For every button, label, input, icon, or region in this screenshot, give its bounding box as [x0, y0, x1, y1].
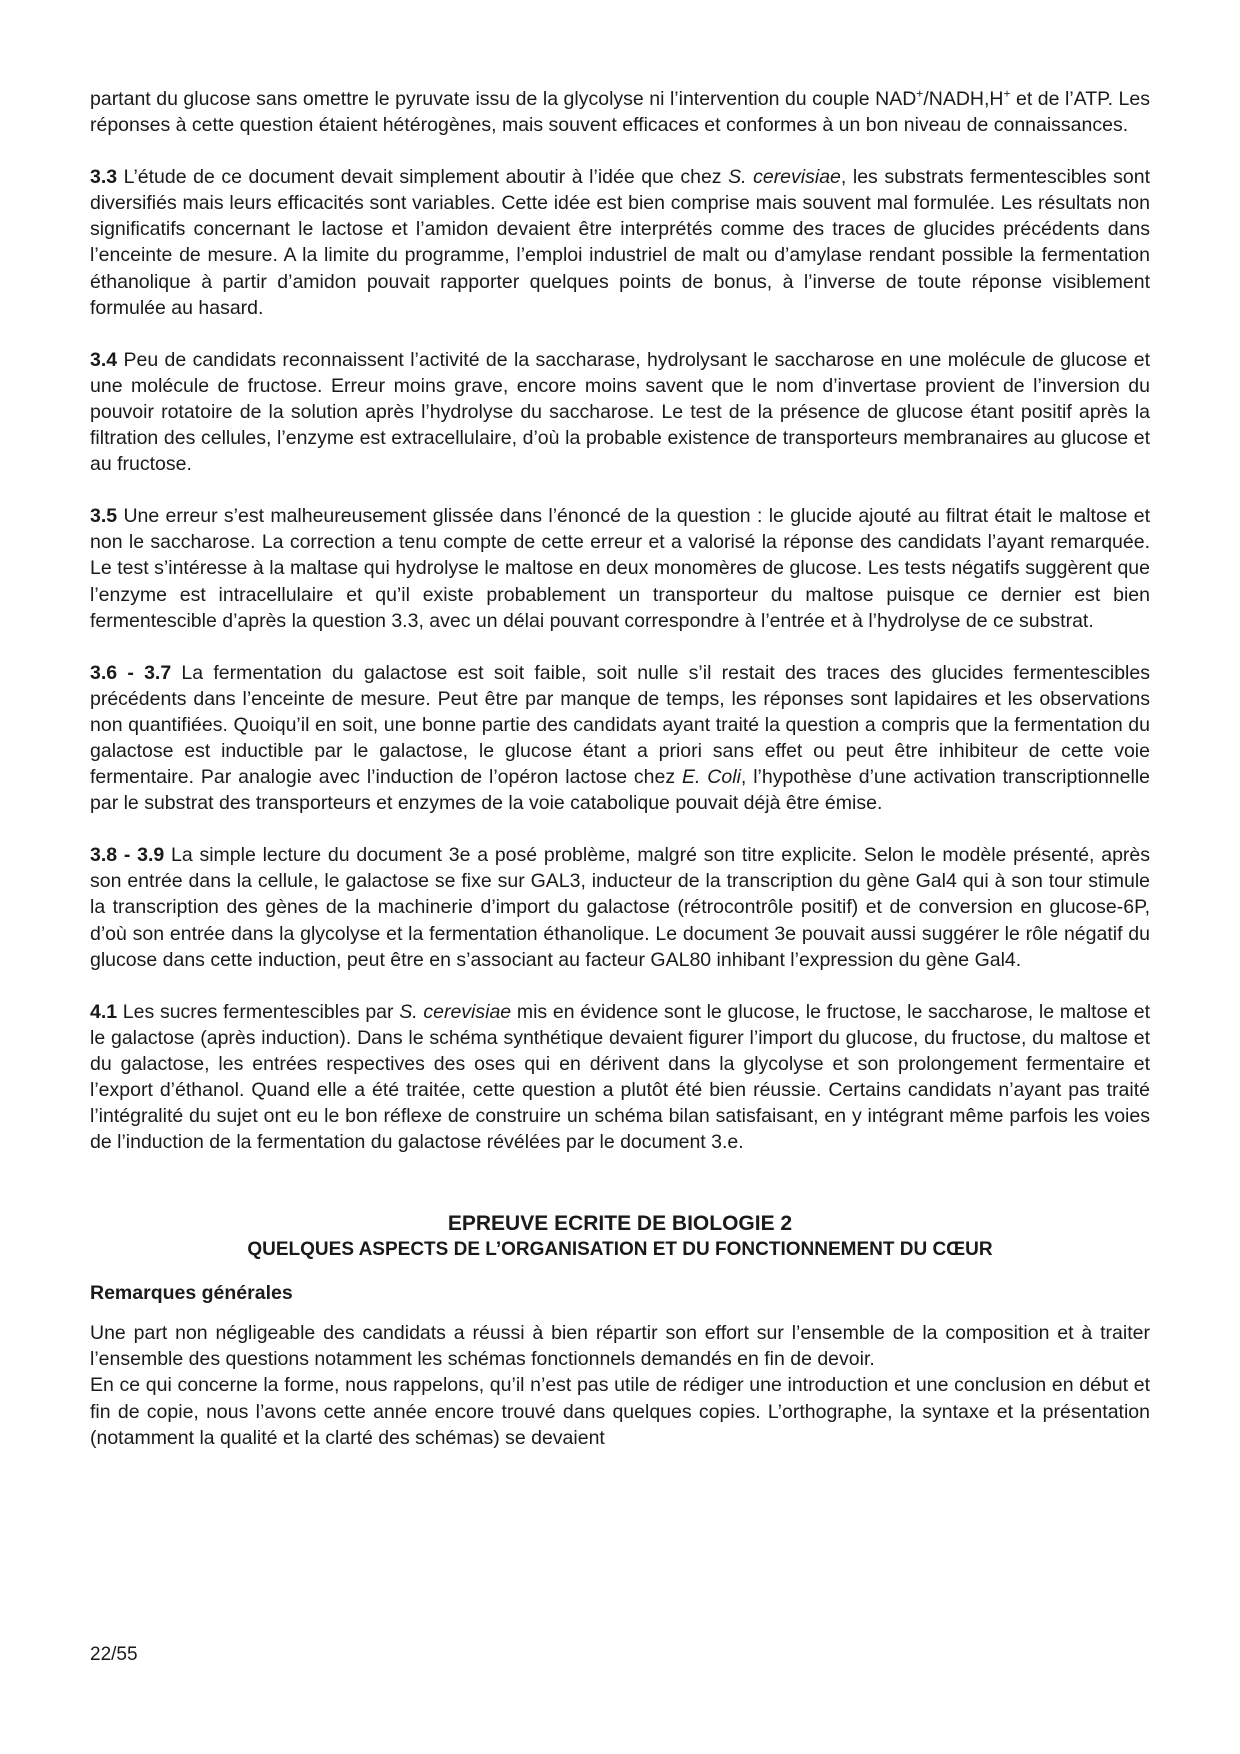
answer-text: , l’hypothèse d’une activation transcriptionnelle par le substrat des transporteurs et enzymes de la voie catabolique pouvait déjà être émise.: [90, 766, 1150, 815]
remarks-title: Remarques générales: [90, 1282, 293, 1305]
document-page: [90, 86, 1150, 1451]
remarks-paragraph-2: En ce qui concerne la forme, nous rappelons, qu’il n’est pas utile de rédiger une introduction et une conclusion en début et fin de copie, nous l’avons cette année encore trouvé dans quelques copies. L’orthographe, la syntaxe et la présentation (notamment la qualité et la clarté des schémas) se devaient: [90, 1374, 1150, 1449]
species-name: S. cerevisiae: [728, 166, 841, 189]
intro-text-b: /NADH,H: [923, 88, 1004, 110]
answer-3-8-3-9-paragraph: [90, 842, 1150, 972]
section-title: EPREUVE ECRITE DE BIOLOGIE 2: [447, 1212, 793, 1236]
answer-3-6-3-7-paragraph: [90, 660, 1150, 817]
answer-text: L’étude de ce document devait simplement aboutir à l’idée que chez: [117, 166, 729, 189]
species-name: S. cerevisiae: [399, 1000, 512, 1023]
superscript-plus: +: [916, 86, 924, 101]
intro-paragraph: [90, 86, 1150, 138]
question-number: 3.5: [90, 505, 118, 528]
answer-text: , les substrats fermentescibles sont diversifiés mais leurs efficacités sont variables. Cette idée est bien comprise mais souvent mal formulée. Les résultats non significatifs concernant le lactose et l’amidon devaient être interprétés comme des traces de glucides précédents dans l’enceinte de mesure. A la limite du programme, l’emploi industriel de malt ou d’amylase rendant possible la fermentation éthanolique à partir d’amidon pouvait rapporter quelques points de bonus, à l’inverse de toute réponse visiblement formulée au hasard.: [90, 166, 1151, 319]
remarks-paragraph-1: Une part non négligeable des candidats a réussi à bien répartir son effort sur l’ensemble de la composition et à traiter l’ensemble des questions notamment les schémas fonctionnels demandés en fin de devoir.: [90, 1322, 1150, 1371]
answer-text: La simple lecture du document 3e a posé problème, malgré son titre explicite. Selon le modèle présenté, après son entrée dans la cellule, le galactose se fixe sur GAL3, inducteur de la transcription du gène Gal4 qui à son tour stimule la transcription des gènes de la machinerie d’import du galactose (rétrocontrôle positif) et de conversion en glucose-6P, d’où son entrée dans la glycolyse et la fermentation éthanolique. Le document 3e pouvait aussi suggérer le rôle négatif du glucose dans cette induction, peut être en s’associant au facteur GAL80 inhibant l’expression du gène Gal4.: [90, 844, 1151, 971]
intro-text-a: partant du glucose sans omettre le pyruvate issu de la glycolyse ni l’intervention du couple NAD: [90, 88, 917, 110]
superscript-plus: +: [1003, 86, 1011, 101]
question-number: 3.3: [90, 166, 118, 189]
answer-3-3-paragraph: [90, 164, 1150, 321]
answer-text: mis en évidence sont le glucose, le fructose, le saccharose, le maltose et le galactose (après induction). Dans le schéma synthétique devaient figurer l’import du glucose, du fructose, du maltose et du galactose, les entrées respectives des oses qui en dérivent dans la glycolyse et son prolongement fermentaire et l’export d’éthanol. Quand elle a été traitée, cette question a plutôt été bien réussie. Certains candidats n’ayant pas traité l’intégralité du sujet ont eu le bon réflexe de construire un schéma bilan satisfaisant, en y intégrant même parfois les voies de l’induction de la fermentation du galactose révélées par le document 3.e.: [90, 1000, 1150, 1154]
question-number: 4.1: [90, 1000, 118, 1023]
answer-3-4-paragraph: [90, 347, 1150, 477]
page-number: 22/55: [90, 1644, 138, 1665]
section-subtitle: QUELQUES ASPECTS DE L’ORGANISATION ET DU FONCTIONNEMENT DU CŒUR: [247, 1239, 993, 1261]
question-number: 3.8 - 3.9: [90, 844, 165, 867]
species-name: E. Coli: [682, 766, 741, 789]
section-heading: [90, 1211, 1150, 1262]
answer-text: Les sucres fermentescibles par: [117, 1000, 400, 1023]
answer-text: La fermentation du galactose est soit faible, soit nulle s’il restait des traces des glucides fermentescibles précédents dans l’enceinte de mesure. Peut être par manque de temps, les réponses sont lapidaires et les observations non quantifiées. Quoiqu’il en soit, une bonne partie des candidats ayant traité la question a compris que la fermentation du galactose est inductible par le galactose, le glucose étant a priori sans effet ou peut être inhibiteur de cette voie fermentaire. Par analogie avec l’induction de l’opéron lactose chez: [90, 661, 1150, 789]
question-number: 3.4: [90, 348, 118, 371]
answer-3-5-paragraph: [90, 503, 1150, 633]
answer-4-1-paragraph: [90, 999, 1150, 1156]
answer-text: Une erreur s’est malheureusement glissée dans l’énoncé de la question : le glucide ajouté au filtrat était le maltose et non le saccharose. La correction a tenu compte de cette erreur et a valorisé la réponse des candidats l’ayant remarquée. Le test s’intéresse à la maltase qui hydrolyse le maltose en deux monomères de glucose. Les tests négatifs suggèrent que l’enzyme est intracellulaire et qu’il existe probablement un transporteur du maltose puisque ce dernier est bien fermentescible d’après la question 3.3, avec un délai pouvant correspondre à l’entrée et à l’hydrolyse de ce substrat.: [90, 505, 1150, 632]
question-number: 3.6 - 3.7: [90, 661, 172, 684]
intro-text-c: et de l’ATP. Les réponses à cette question étaient hétérogènes, mais souvent efficaces et conformes à un bon niveau de connaissances.: [90, 88, 1150, 137]
answer-text: Peu de candidats reconnaissent l’activité de la saccharase, hydrolysant le saccharose en une molécule de glucose et une molécule de fructose. Erreur moins grave, encore moins savent que le nom d’invertase provient de l’inversion du pouvoir rotatoire de la solution après l’hydrolyse du saccharose. Le test de la présence de glucose étant positif après la filtration des cellules, l’enzyme est extracellulaire, d’où la probable existence de transporteurs membranaires au glucose et au fructose.: [90, 348, 1150, 476]
